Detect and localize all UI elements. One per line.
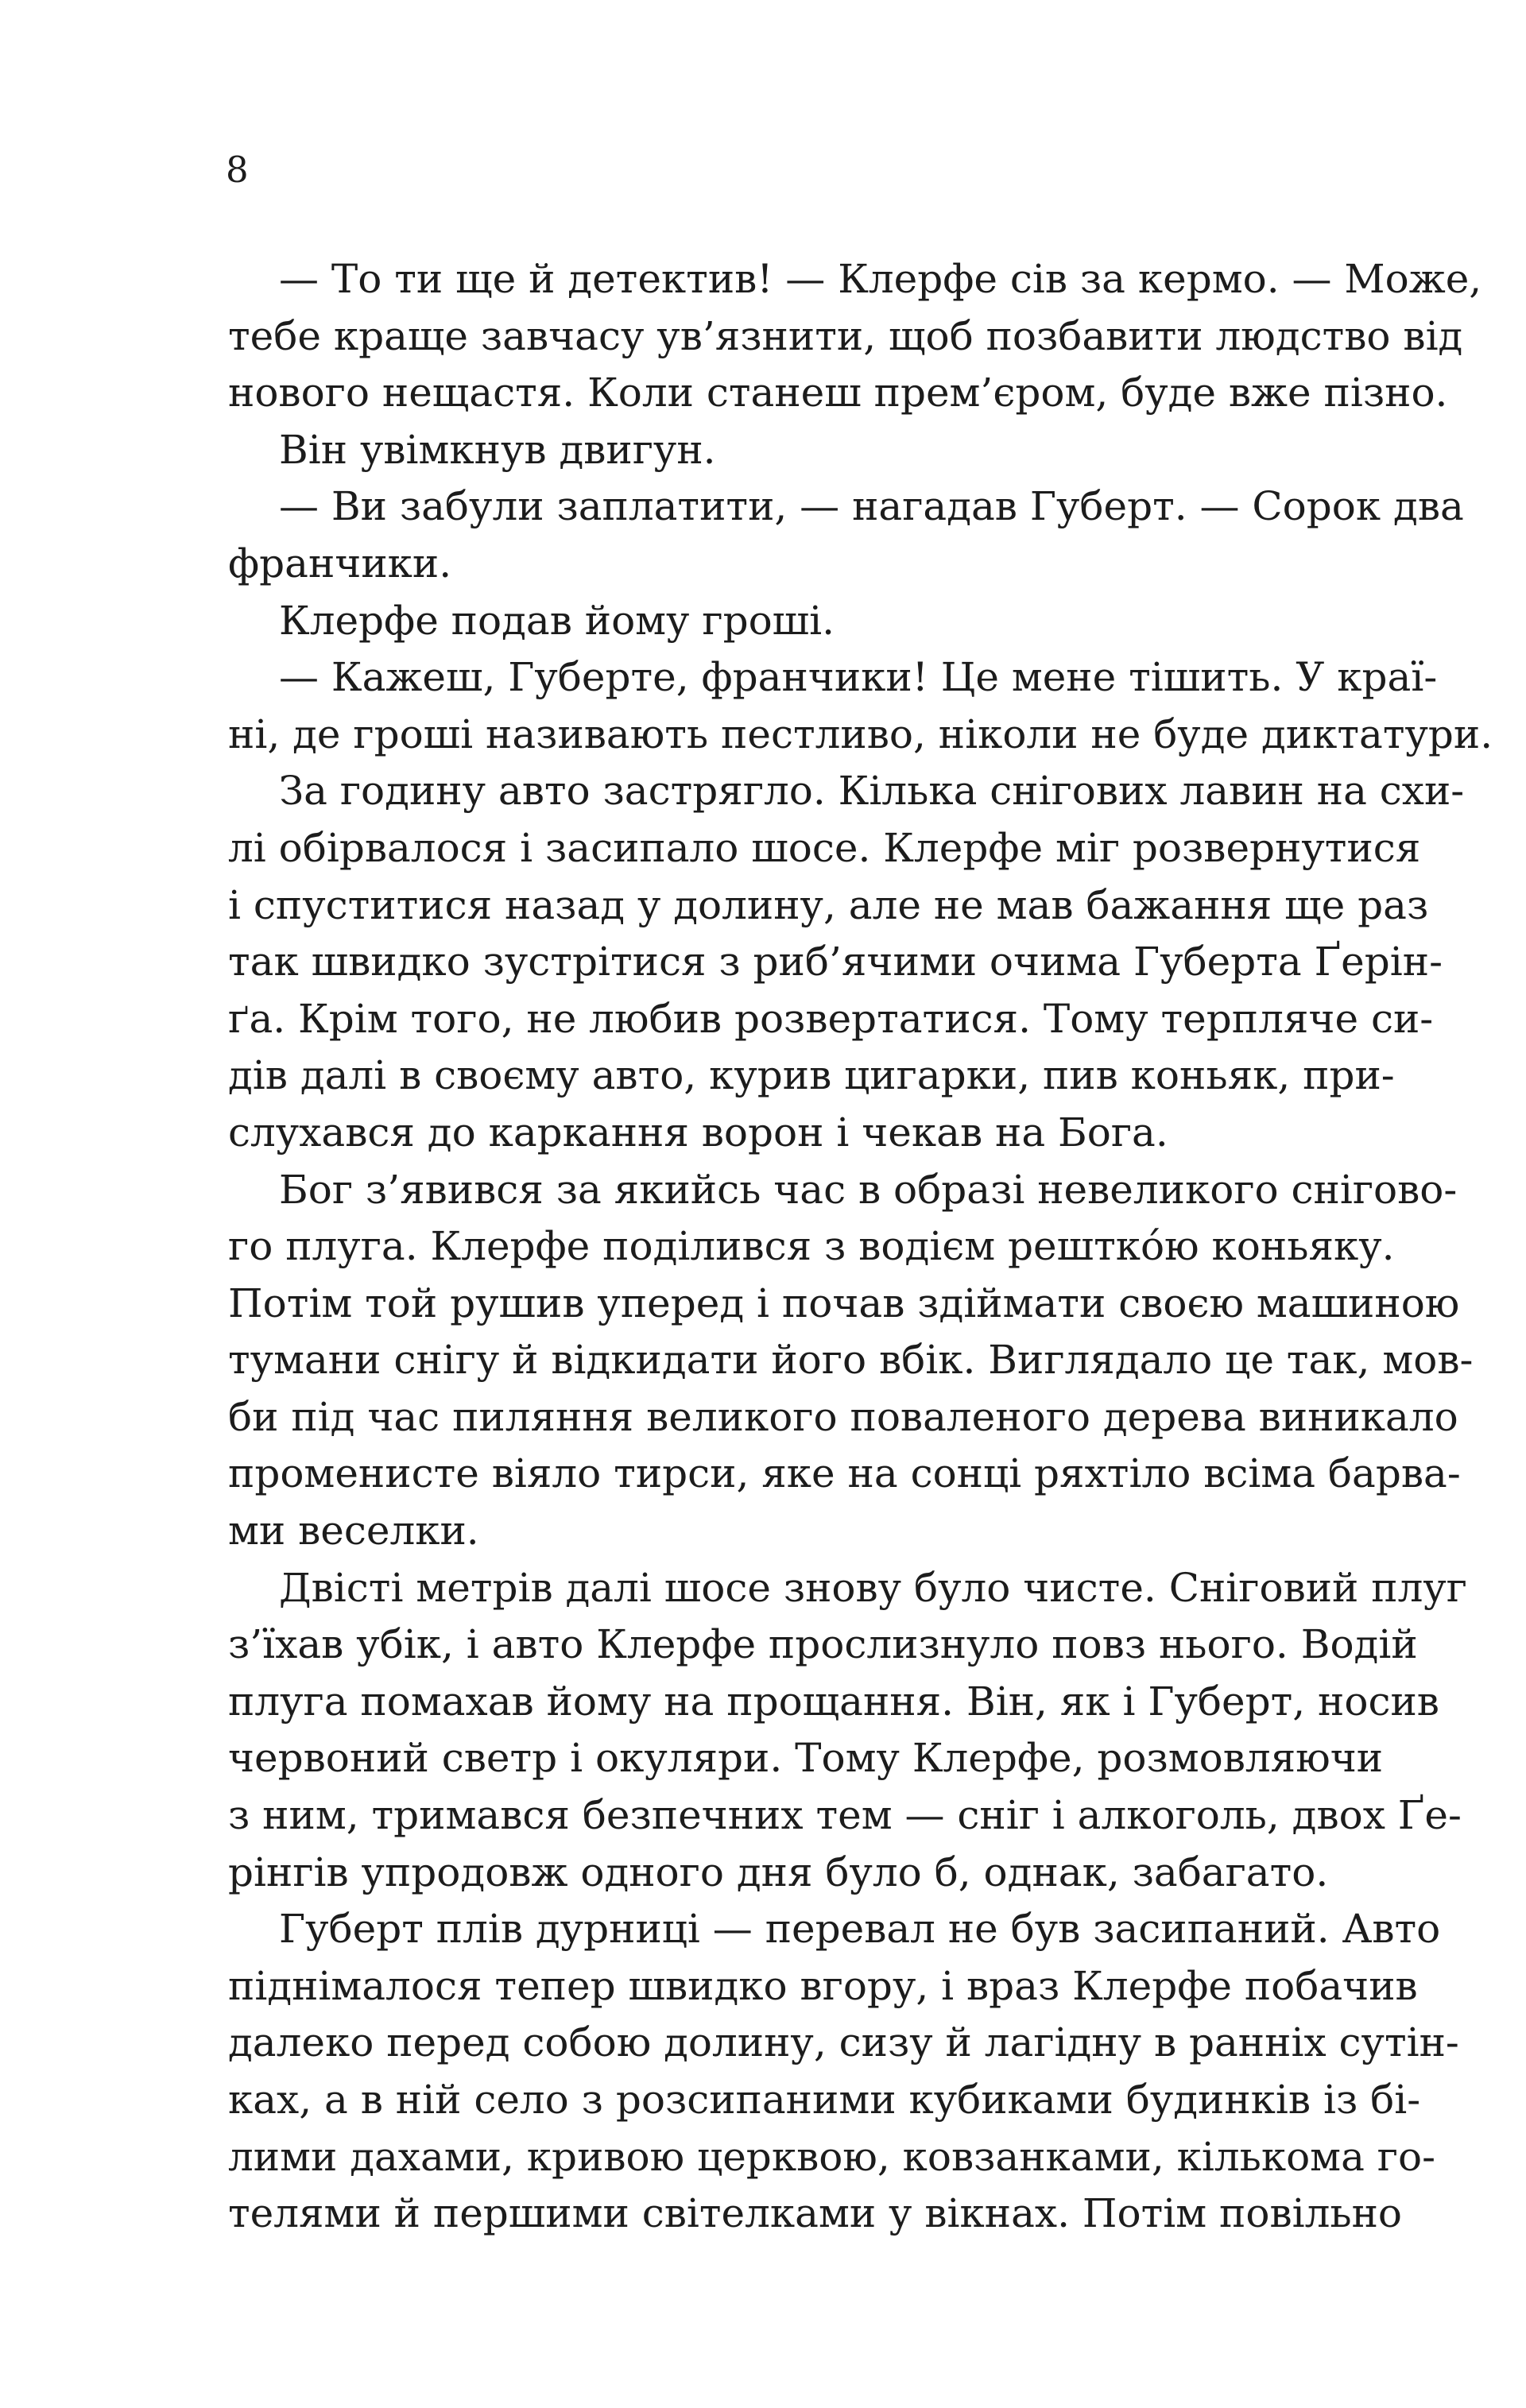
text-line: франчики. (228, 540, 452, 587)
text-line: За годину авто застрягло. Кілька снігових лавин на схи- (279, 768, 1465, 815)
text-line: з ним, тримався безпечних тем — сніг і алкоголь, двох Ґе- (228, 1792, 1462, 1839)
text-line: — То ти ще й детектив! — Клерфе сів за кермо. — Може, (279, 256, 1482, 302)
text-line: Бог з’явився за якийсь час в образі невеликого снігово- (279, 1166, 1458, 1213)
text-line: рінгів упродовж одного дня було б, однак, забагато. (228, 1849, 1329, 1895)
text-line: ні, де гроші називають пестливо, ніколи не буде диктатури. (228, 710, 1493, 757)
body-text (228, 251, 1493, 2243)
text-line: далеко перед собою долину, сизу й лагідну в ранніх сутін- (228, 2019, 1459, 2066)
text-line: червоний светр і окуляри. Тому Клерфе, розмовляючи (228, 1735, 1384, 1782)
text-line: Губерт плів дурниці — перевал не був засипаний. Авто (279, 1906, 1441, 1953)
text-line: Він увімкнув двигун. (279, 426, 716, 473)
page-number: 8 (226, 149, 249, 191)
text-line: тебе краще завчасу ув’язнити, щоб позбавити людство від (228, 312, 1463, 359)
text-line: з’їхав убік, і авто Клерфе прослизнуло повз нього. Водій (228, 1621, 1418, 1668)
text-line: Двісті метрів далі шосе знову було чисте. Сніговий плуг (279, 1564, 1467, 1611)
text-line: дів далі в своєму авто, курив цигарки, пив коньяк, при- (228, 1052, 1395, 1099)
text-line: піднімалося тепер швидко вгору, і враз Клерфе побачив (228, 1962, 1418, 2009)
text-line: лими дахами, кривою церквою, ковзанками, кількома го- (228, 2133, 1435, 2180)
text-line: променисте віяло тирси, яке на сонці ряхтіло всіма барва- (228, 1450, 1461, 1497)
text-line: плуга помахав йому на прощання. Він, як і Губерт, носив (228, 1678, 1439, 1725)
text-line: нового нещастя. Коли станеш прем’єром, буде вже пізно. (228, 370, 1448, 416)
text-line: Клерфе подав йому гроші. (279, 597, 835, 644)
text-line: — Кажеш, Губерте, франчики! Це мене тішить. У краї- (279, 654, 1438, 701)
text-line: так швидко зустрітися з риб’ячими очима Губерта Ґерін- (228, 939, 1443, 985)
text-line: — Ви забули заплатити, — нагадав Губерт. — Сорок два (279, 483, 1464, 530)
text-line: ми веселки. (228, 1508, 479, 1554)
text-line: лі обірвалося і засипало шосе. Клерфе міг розвернутися (228, 824, 1421, 871)
text-line: тумани снігу й відкидати його вбік. Виглядало це так, мов- (228, 1337, 1474, 1384)
text-line: ґа. Крім того, не любив розвертатися. Тому терпляче си- (228, 995, 1434, 1042)
text-line: і спуститися назад у долину, але не мав бажання ще раз (228, 881, 1429, 928)
text-line: телями й першими світелками у вікнах. Потім повільно (228, 2190, 1403, 2237)
text-line: Потім той рушив уперед і почав здіймати своєю машиною (228, 1279, 1460, 1326)
text-line: ках, а в ній село з розсипаними кубиками будинків із бі- (228, 2077, 1421, 2123)
text-line: слухався до каркання ворон і чекав на Бога. (228, 1109, 1168, 1156)
text-line: го плуга. Клерфе поділився з водієм рештко́ю коньяку. (228, 1223, 1395, 1270)
text-line: би під час пиляння великого поваленого дерева виникало (228, 1393, 1458, 1440)
